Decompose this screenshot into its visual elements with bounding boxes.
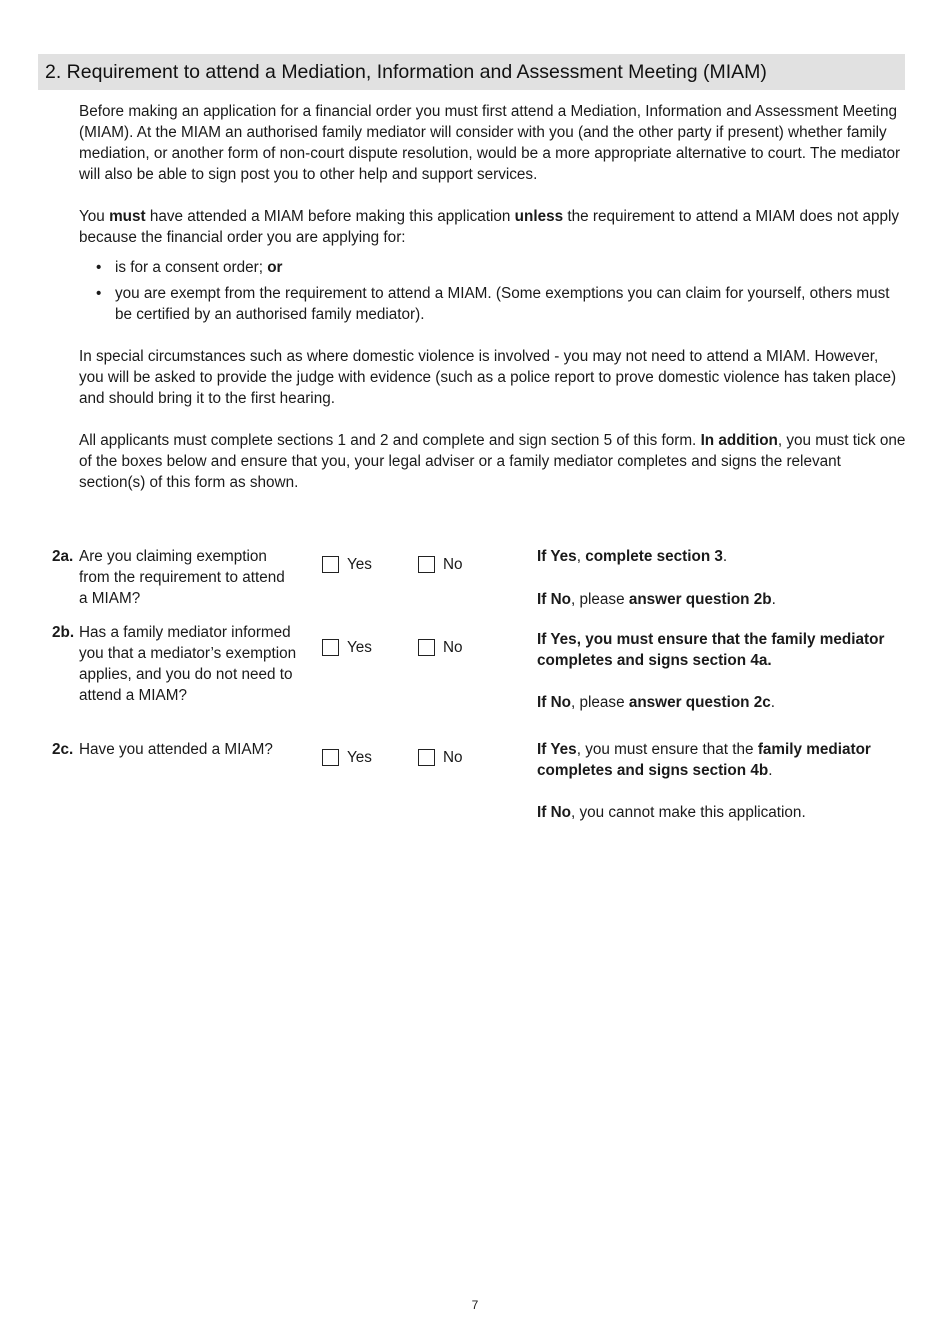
guidance-bold: answer question 2c (628, 694, 771, 711)
answer-guidance-2c (537, 739, 907, 823)
question-2b (52, 622, 297, 706)
guidance-text: . (770, 694, 776, 711)
checkbox-2a-no[interactable] (418, 556, 435, 573)
guidance-if-no (537, 802, 907, 823)
question-text: Are you claiming exemption from the requirement to attend a MIAM? (79, 548, 285, 607)
guidance-text: , you must ensure that the (576, 741, 758, 758)
checkbox-2c-yes[interactable] (322, 749, 339, 766)
checkbox-2b-yes[interactable] (322, 639, 339, 656)
question-number: 2a. (52, 548, 74, 565)
guidance-bold: If No (537, 591, 571, 608)
p4-bold-in-addition: In addition (700, 432, 778, 449)
intro-paragraph-3: In special circumstances such as where domestic violence is involved - you may not need to attend a MIAM. However, you will be asked to provide the judge with evidence (such as a police report to prove domestic violence has taken place) and should bring it to the first hearing. (79, 348, 897, 407)
checkbox-label: Yes (347, 556, 372, 573)
guidance-bold: If Yes (537, 741, 577, 758)
question-text: Has a family mediator informed you that a mediator’s exemption applies, and you do not need to attend a MIAM? (79, 624, 297, 704)
bullet-icon: • (96, 259, 102, 276)
guidance-if-no (537, 692, 907, 713)
page-number: 7 (471, 1298, 479, 1312)
p2-bold-unless: unless (514, 208, 564, 225)
p2-text-c: have attended a MIAM before making this application (145, 208, 515, 225)
guidance-if-no (537, 589, 907, 610)
checkbox-label: Yes (347, 749, 372, 766)
exemption-list (79, 257, 907, 325)
option-2a-yes[interactable] (322, 554, 372, 575)
question-number: 2c. (52, 741, 74, 758)
checkbox-label: No (443, 556, 463, 573)
checkbox-2a-yes[interactable] (322, 556, 339, 573)
checkbox-2b-no[interactable] (418, 639, 435, 656)
option-2a-no[interactable] (418, 554, 463, 575)
guidance-text: . (722, 548, 728, 565)
intro-paragraph-4 (79, 430, 907, 493)
bullet-text: is for a consent order; (115, 259, 268, 276)
question-number: 2b. (52, 624, 75, 641)
checkbox-label: Yes (347, 639, 372, 656)
guidance-bold: answer question 2b (628, 591, 772, 608)
bullet-icon: • (96, 285, 102, 302)
bullet-text: you are exempt from the requirement to attend a MIAM. (Some exemptions you can claim for yourself, others must be certified by an authorised family mediator). (115, 285, 890, 323)
guidance-if-yes (537, 739, 907, 781)
checkbox-label: No (443, 749, 463, 766)
guidance-text: . (768, 762, 773, 779)
p2-text-e: the requirement to attend a MIAM does not apply because the financial order you are applying for: (79, 208, 900, 246)
answer-guidance-2b (537, 629, 907, 713)
guidance-if-yes (537, 629, 907, 671)
option-2c-no[interactable] (418, 747, 463, 768)
option-2b-yes[interactable] (322, 637, 372, 658)
guidance-text: , please (571, 591, 629, 608)
list-item (79, 283, 907, 325)
guidance-text: , please (571, 694, 629, 711)
bullet-bold: or (267, 259, 283, 276)
list-item (79, 257, 907, 278)
guidance-bold: If No (537, 804, 571, 821)
guidance-text: , (576, 548, 586, 565)
guidance-text: , you cannot make this application. (571, 804, 806, 821)
guidance-if-yes (537, 546, 907, 567)
guidance-bold: If Yes (537, 548, 577, 565)
intro-paragraph-1: Before making an application for a financial order you must first attend a Mediation, Information and Assessment Meeting (MIAM). At the MIAM an authorised family mediator will consider with you (and the other party if present) whether family mediation, or another form of non-court dispute resolution, would be a more appropriate alternative to court. The mediator will also be able to sign post you to other help and support services. (79, 103, 901, 183)
guidance-bold: complete section 3 (585, 548, 723, 565)
p2-bold-must: must (109, 208, 146, 225)
question-text: Have you attended a MIAM? (79, 741, 273, 758)
answer-guidance-2a (537, 546, 907, 610)
p4-text-c: , you must tick one of the boxes below and ensure that you, your legal adviser or a family mediator completes and signs the relevant section(s) of this form as shown. (79, 432, 906, 491)
p2-text-a: You (79, 208, 110, 225)
p4-text-a: All applicants must complete sections 1 and 2 and complete and sign section 5 of this form. (79, 432, 701, 449)
guidance-bold: If No (537, 694, 571, 711)
checkbox-2c-no[interactable] (418, 749, 435, 766)
guidance-bold: family mediator completes and signs section 4b (537, 741, 871, 779)
guidance-text: . (771, 591, 776, 608)
section-title: 2. Requirement to attend a Mediation, Information and Assessment Meeting (MIAM) (45, 61, 767, 83)
section-header (38, 54, 905, 90)
checkbox-label: No (443, 639, 463, 656)
option-2c-yes[interactable] (322, 747, 372, 768)
guidance-bold: If Yes, you must ensure that the family mediator completes and signs section 4a. (537, 631, 885, 669)
option-2b-no[interactable] (418, 637, 463, 658)
intro-paragraph-2 (79, 206, 907, 248)
question-2c (52, 739, 297, 760)
question-2a (52, 546, 297, 609)
